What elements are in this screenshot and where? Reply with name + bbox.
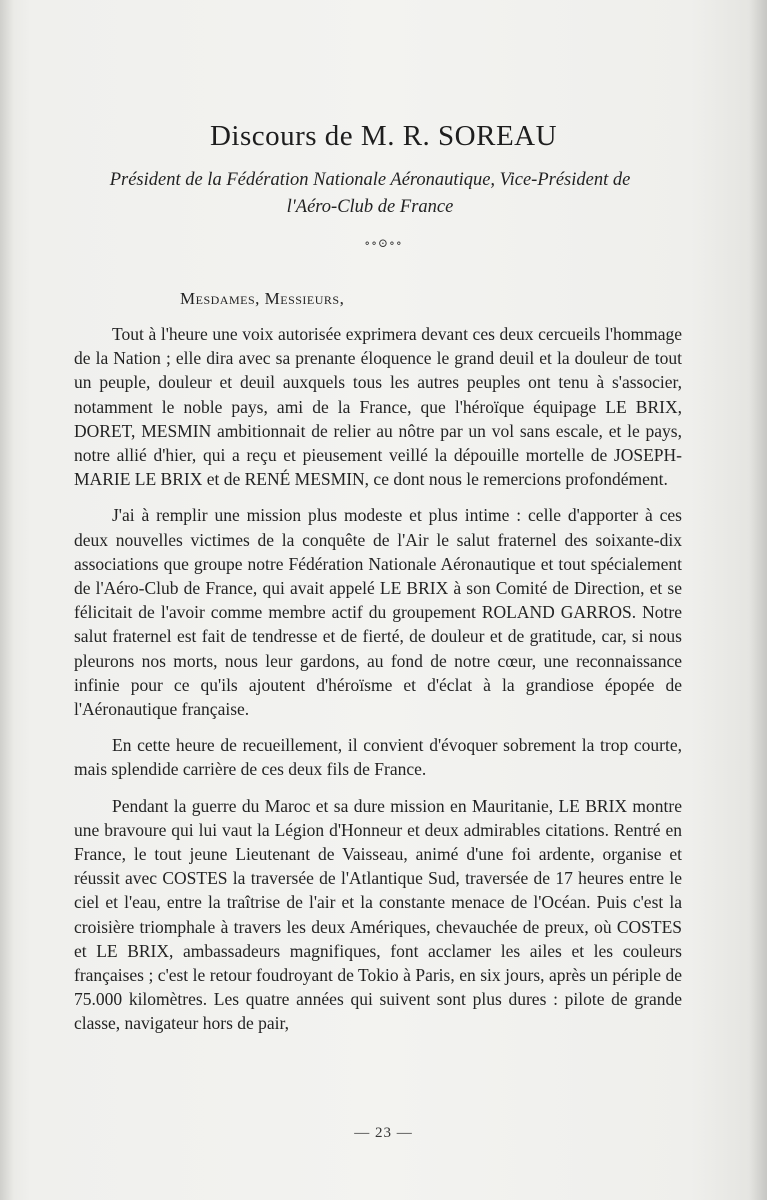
page-number: — 23 — — [354, 1125, 413, 1141]
page-edge-shadow — [749, 0, 767, 1200]
salutation: Mesdames, Messieurs, — [180, 289, 345, 308]
paragraph: En cette heure de recueillement, il convient d'évoquer sobrement la trop courte, mais splendide carrière de ces deux fils de France. — [74, 735, 682, 780]
paragraph: Tout à l'heure une voix autorisée exprimera devant ces deux cercueils l'hommage de la Nation ; elle dira avec sa prenante éloquence le grand deuil et la douleur de tout un peuple, douleur et deuil auxquels tous les autres peuples ont tenu à s'associer, notamment le noble pays, ami de la France, que l'héroïque équipage LE BRIX, DORET, MESMIN ambitionnait de relier au nôtre par un vol sans escale, et le pays, notre allié d'hier, qui a reçu et pieusement veillé la dépouille mortelle de JOSEPH-MARIE LE BRIX et de RENÉ MESMIN, ce dont nous le remercions profondément. — [74, 324, 682, 490]
paragraph: J'ai à remplir une mission plus modeste et plus intime : celle d'apporter à ces deux nouvelles victimes de la conquête de l'Air le salut fraternel des soixante-dix associations que groupe notre Fédération Nationale Aéronautique et tout spécialement de l'Aéro-Club de France, qui avait appelé LE BRIX à son Comité de Direction, et se félicitait de l'avoir comme membre actif du groupement ROLAND GARROS. Notre salut fraternel est fait de tendresse et de fierté, de douleur et de gratitude, car, si nous pleurons nos morts, nous leur gardons, au fond de notre cœur, une reconnaissance infinie pour ce qu'ils ajoutent d'héroïsme et d'éclat à la grandiose épopée de l'Aéronautique française. — [74, 505, 682, 720]
ornament-divider: ∘∘⊙∘∘ — [364, 236, 403, 250]
speech-body — [74, 322, 682, 1048]
paragraph: Pendant la guerre du Maroc et sa dure mission en Mauritanie, LE BRIX montre une bravoure qui lui vaut la Légion d'Honneur et deux admirables citations. Rentré en France, le tout jeune Lieutenant de Vaisseau, animé d'une foi ardente, organise et réussit avec COSTES la traversée de l'Atlantique Sud, traversée de 17 heures entre le ciel et l'eau, entre la traîtrise de l'air et la constante menace de l'Océan. Puis c'est la croisière triomphale à travers les deux Amériques, chevauchée de preux, où COSTES et LE BRIX, ambassadeurs magnifiques, font acclamer les ailes et les couleurs françaises ; c'est le retour foudroyant de Tokio à Paris, en six jours, après un périple de 75.000 kilomètres. Les quatre années qui suivent sont plus dures : pilote de grande classe, navigateur hors de pair, — [74, 795, 682, 1034]
page-subtitle: Président de la Fédération Nationale Aéronautique, Vice-Président de l'Aéro-Club de France — [109, 170, 631, 217]
page-gutter-shadow — [0, 0, 14, 1200]
page-title: Discours de M. R. SOREAU — [209, 120, 558, 152]
